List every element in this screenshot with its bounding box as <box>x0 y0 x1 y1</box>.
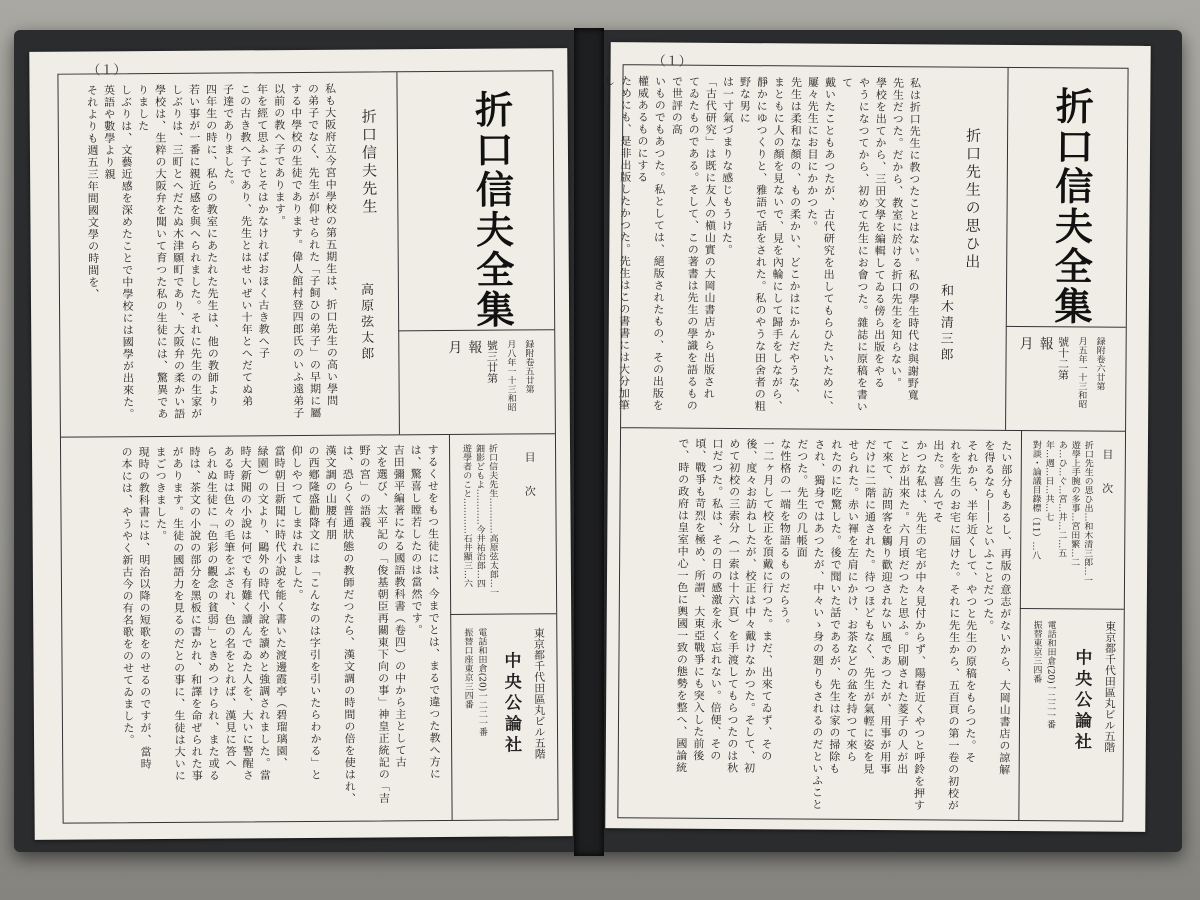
appendix-note: 録附卷五廿第 <box>523 339 534 394</box>
toc-list <box>1028 440 1094 600</box>
article-author: 和木清三郎 <box>937 283 954 364</box>
publisher-divider <box>450 613 556 615</box>
publisher-address: 東京都千代田區丸ビル五階 <box>532 627 547 760</box>
toc-item: 遊學者のこと…………石井顯三…六 <box>461 443 473 588</box>
toc-item: 對談・論議目錄標（11）…八 <box>1030 440 1041 560</box>
publisher-tel: 電話和田倉(20)一二二一番 <box>1044 620 1056 729</box>
toc-list <box>459 444 499 604</box>
divider-vertical <box>396 72 400 434</box>
right-page <box>602 42 1150 832</box>
divider-vertical <box>449 434 453 820</box>
article-body: 私は折口先生に教つたことはない。私の學生時代は與謝野寬 先生だつた。だから、教室に於ける折口先生を知らない。 學校を出てから、三田文學を編輯してゐる傍ら出版をやる やうになつてから、初めて先生にお會つた。雜誌に原稿を書いて 戴いたこともあつたが、古代研究を出してもらひたいために、 屢々先生にお目にかかつた。 先生は柔和な顏の、もの柔かい、どこかはにかんだやうな、 まともに人の顏を見ないで、見を內輪にして歸手をしながら、 靜かにゆつくりと、雅語で話をされた。私のやうな田舍者の粗野な男に は一寸氣づまりな感じもうけた。 「古代研究」は既に友人の槇山實の大岡山書店から出版され てゐたものである。そして、この著書は先生の學識を語るもので世評の高 いものでもあつた。私としては、絕版されたもの、その出版を權威あるものにする ためにも、是非出版したかつた。先生はこの書書には大分加筆し <box>602 75 922 413</box>
issue-date: 月五年一十三和昭 <box>1076 336 1087 409</box>
article-body-continued: するくせをもつ生徒には、今までとは、まるで違つた教へ方に は、驚喜し瞠若したのは當然です。 吉田彌平編著になる國語教科書（卷四）の中から主として古 文を選び、太平記の「俊基朝臣再關東下向の事」神皇正統記の「吉野の宮」の語義 は、恐らく普通狀態の教師だつたら、漢文調の時間の倍を使はれ、漢文調の山腰有朋 の西鄕隆盛勸降文には「こんなのは字引を引いたらわかる」と 仰しやつてしまはれました。 當時朝日新聞に時代小說を能く書いた渡邊霞亭（碧瑠璃園、 緑園）の文より、鷗外の時代小說を讀めと強調されました。當 時大新聞の小說は何でも有難く讀んでゐた人を、大いに警醒さ ある時は色々の毛筆をぶされ、色の名をとれば、漢見に答へ られぬ生徒に「色彩の觀念の貧弱」ときめつけられ、また或る 時は、茶文の小說の部分を黑板に書かれ、和譯を命ぜられた事 があります。生徒の國語力を見るのだとの事に、生徒は大いに まごつきました。 現時の教科書には、明治以降の短歌をのせるのですが、當時 の本には、やうやく新古今の有名歌をのせてゐました。 <box>120 444 442 805</box>
publisher-name: 中央公論社 <box>500 651 522 757</box>
divider-horizontal <box>61 433 555 437</box>
toc-heading: 目 次 <box>523 451 537 503</box>
toc-item: あ…ひ…ぐ…宮…井…二…五 <box>1056 440 1067 558</box>
issue-number: 號三廿第 <box>485 339 499 384</box>
toc-item: 折口先生の思ひ出…和木清三郎…一 <box>1081 440 1093 585</box>
collection-title: 折口信夫全集 <box>1047 86 1095 327</box>
toc-item: 遊學上手腕の多事…宮田繁…二 <box>1069 440 1080 567</box>
article-body: 私も大阪府立今宮中學校の第五期生は、折口先生の高い學問 の弟子でなく、先生が仰せられた「子飼ひの弟子」の早期に屬 する中學校の生徒であります。偉人館村登四郎氏のいふ遠弟子 以前の教へ子であります。 年を經て思ふことそはかなければおほく古き教へ子 この古き教へ子であり、先生とはせいぜい十年とへだてぬ弟 子達でありました。 四年生の時に、私らの教室にあたれた先生は、他の教師より 若い事が一番に親近感を與へられました。それに先生の生家が しぶりは、三町とへだたぬ木津願町であり、大阪弁の柔かい語 學校は、生粹の大阪弁を聞いて育つた私の生徒には、驚異でありました しぶりは、文藝近感を深めたことで中學校には國學が出來た。英語や數學より親 それよりも週五三年間國文學の時間を、 <box>85 82 339 421</box>
left-page <box>29 48 572 840</box>
report-label: 報 月 <box>1017 335 1054 373</box>
issue-date: 月八年一十三和昭 <box>505 339 516 412</box>
publisher-tel: 電話和田倉(20)一二二一番 <box>476 627 488 737</box>
divider-vertical <box>1018 430 1022 820</box>
page-number: （１） <box>652 54 692 70</box>
toc-item: 鈿影どもよ…………今井祐治郎…四 <box>474 443 486 588</box>
article-author: 高原弦太郎 <box>357 282 374 363</box>
issue-number: 號十二第 <box>1056 336 1070 381</box>
collection-title: 折口信夫全集 <box>468 89 516 330</box>
page-number: （１） <box>87 63 127 79</box>
publisher-name: 中央公論社 <box>1070 648 1092 754</box>
toc-item: 年…週…日…共…七 <box>1043 440 1054 522</box>
report-label: 報 月 <box>446 339 483 376</box>
page-frame <box>57 70 558 823</box>
appendix-note: 録附卷六廿第 <box>1094 336 1105 391</box>
article-title: 折口先生の思ひ出 <box>963 127 983 272</box>
toc-heading: 目 次 <box>1100 448 1114 500</box>
divider-horizontal <box>621 427 1125 432</box>
publisher-account: 振替口座東京三四番 <box>462 627 473 709</box>
page-frame <box>602 64 1128 822</box>
divider-vertical <box>1005 68 1009 430</box>
article-title: 折口信夫先生 <box>359 108 379 217</box>
publisher-divider <box>1020 608 1124 610</box>
article-body-continued: たい部分もあるし、再版の意志がないから、大岡山書店の諒解 を得るなら――といふことだつた。 それから、半年近くして、やつと先生の原稿をもらつた。そ れを先生のお宅に屆けた。それに先生から、五百頁の第一卷の初校が出た。喜んでそ かつな私は、先生の宅が中々見付からず、陽春近くやつと呼鈴を押す ことが出來た。六月頃だつたと思ふ。印刷された菱子の人が出 て來て、訪問客を觸り歡迎されない風であつたが、用事が用事 だけに二階に通された。待つほどもなく、先生が氣輕に姿を見 せられた。赤い褌を左肩にかけ、お茶などの盆を持つて來ら れたのに吃驚した。後で聞いた話であるが、先生は家の掃除も され、獨身ではあつたが、中々いゝ身の廻りもされるのだといふことだつた。先生の几帳面 な性格の一端を物語るものだらう。 一二ヶ月して校正を頂戴に行つた。まだ、出來てゐず、その 後、度々お訪ねしたが、校正は中々戴けなかつた。そして、初 めて初校の三索分（一索は十六頁）を手渡してもらつたのは秋 口だつた。私は、その日の感激を永く忘れない。倍便、その 頃、戰爭も苛烈を極め、所謂、大東亞戰爭にも突入した前後 で、時の政府は皇室中心一色に輿國一致の態勢を整へ、國論統 <box>674 437 1013 812</box>
publisher-address: 東京都千代田區丸ビル五階 <box>1102 620 1117 753</box>
publisher-account: 振替東京三四番 <box>1031 620 1042 684</box>
toc-item: 折口信夫先生…………高原弦太郎…一 <box>487 443 499 597</box>
